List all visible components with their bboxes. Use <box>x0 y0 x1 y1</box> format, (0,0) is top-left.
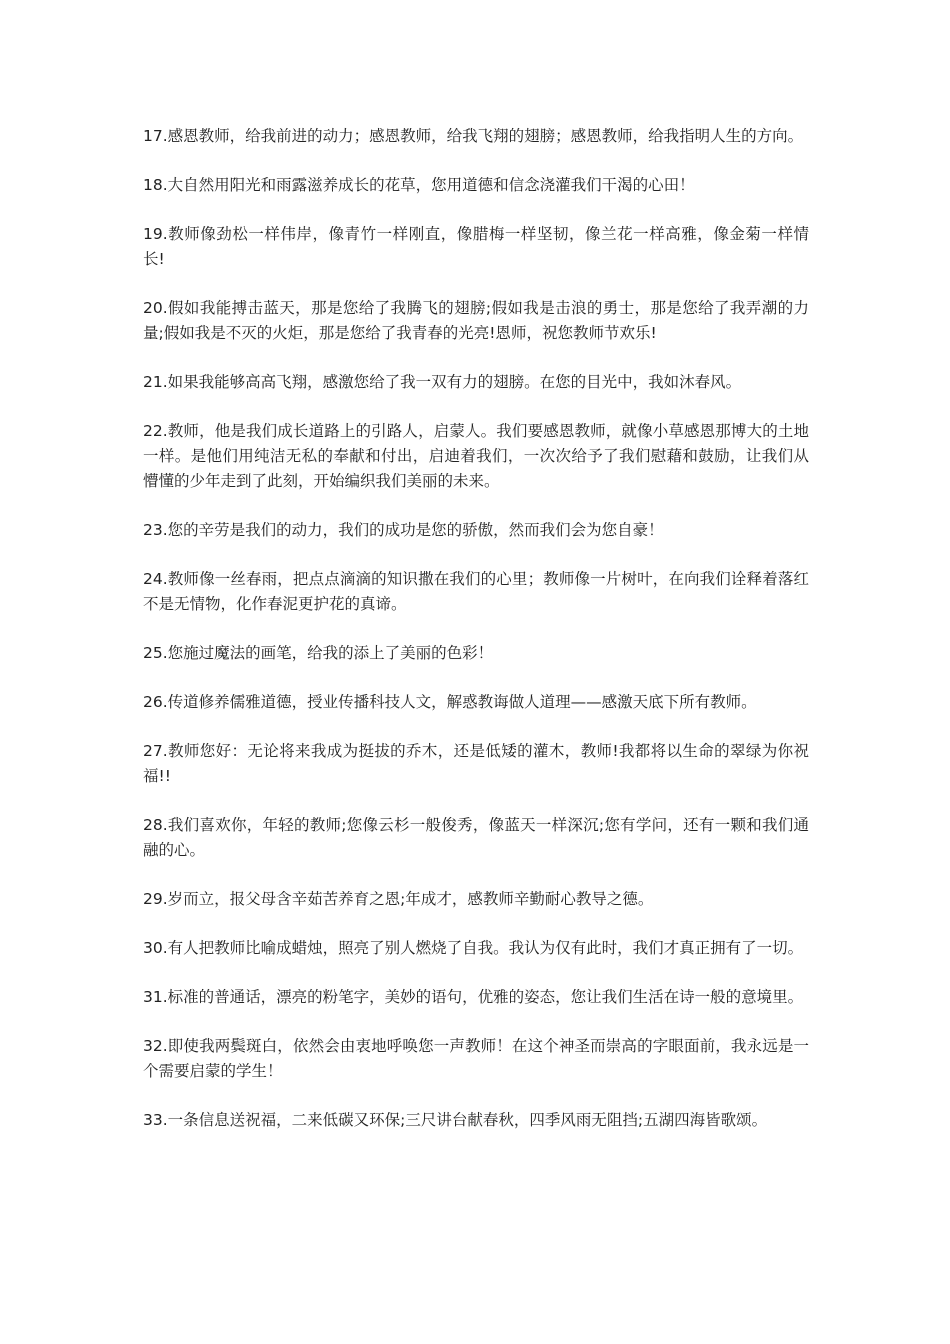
paragraph-22: 22.教师，他是我们成长道路上的引路人，启蒙人。我们要感恩教师，就像小草感恩那博大的土地一样。是他们用纯洁无私的奉献和付出，启迪着我们，一次次给予了我们慰藉和鼓励，让我们从懵懂的少年走到了此刻，开始编织我们美丽的未来。 <box>143 422 809 490</box>
paragraph-25: 25.您施过魔法的画笔，给我的添上了美丽的色彩！ <box>143 644 494 662</box>
paragraph-19: 19.教师像劲松一样伟岸，像青竹一样刚直，像腊梅一样坚韧，像兰花一样高雅，像金菊一样情长! <box>143 225 809 268</box>
paragraph-31: 31.标准的普通话，漂亮的粉笔字，美妙的语句，优雅的姿态，您让我们生活在诗一般的意境里。 <box>143 988 804 1006</box>
paragraph-30: 30.有人把教师比喻成蜡烛，照亮了别人燃烧了自我。我认为仅有此时，我们才真正拥有了一切。 <box>143 939 804 957</box>
paragraph-33: 33.一条信息送祝福，二来低碳又环保;三尺讲台献春秋，四季风雨无阻挡;五湖四海皆歌颂。 <box>143 1111 768 1129</box>
paragraph-32: 32.即使我两鬓斑白，依然会由衷地呼唤您一声教师！在这个神圣而崇高的字眼面前，我永远是一个需要启蒙的学生！ <box>143 1037 809 1080</box>
document-body <box>143 124 809 1157</box>
paragraph-29: 29.岁而立，报父母含辛茹苦养育之恩;年成才，感教师辛勤耐心教导之德。 <box>143 890 654 908</box>
paragraph-23: 23.您的辛劳是我们的动力，我们的成功是您的骄傲，然而我们会为您自豪！ <box>143 521 664 539</box>
paragraph-26: 26.传道修养儒雅道德，授业传播科技人文，解惑教诲做人道理——感激天底下所有教师。 <box>143 693 757 711</box>
paragraph-17: 17.感恩教师，给我前进的动力；感恩教师，给我飞翔的翅膀；感恩教师，给我指明人生的方向。 <box>143 127 804 145</box>
paragraph-24: 24.教师像一丝春雨，把点点滴滴的知识撒在我们的心里；教师像一片树叶，在向我们诠释着落红不是无情物，化作春泥更护花的真谛。 <box>143 570 809 613</box>
paragraph-21: 21.如果我能够高高飞翔，感激您给了我一双有力的翅膀。在您的目光中，我如沐春风。 <box>143 373 742 391</box>
paragraph-20: 20.假如我能搏击蓝天，那是您给了我腾飞的翅膀;假如我是击浪的勇士，那是您给了我弄潮的力量;假如我是不灭的火炬，那是您给了我青春的光亮!恩师，祝您教师节欢乐! <box>143 299 809 342</box>
paragraph-18: 18.大自然用阳光和雨露滋养成长的花草，您用道德和信念浇灌我们干渴的心田！ <box>143 176 695 194</box>
paragraph-28: 28.我们喜欢你，年轻的教师;您像云杉一般俊秀，像蓝天一样深沉;您有学问，还有一颗和我们通融的心。 <box>143 816 809 859</box>
paragraph-27: 27.教师您好：无论将来我成为挺拔的乔木，还是低矮的灌木，教师!我都将以生命的翠绿为你祝福!! <box>143 742 809 785</box>
